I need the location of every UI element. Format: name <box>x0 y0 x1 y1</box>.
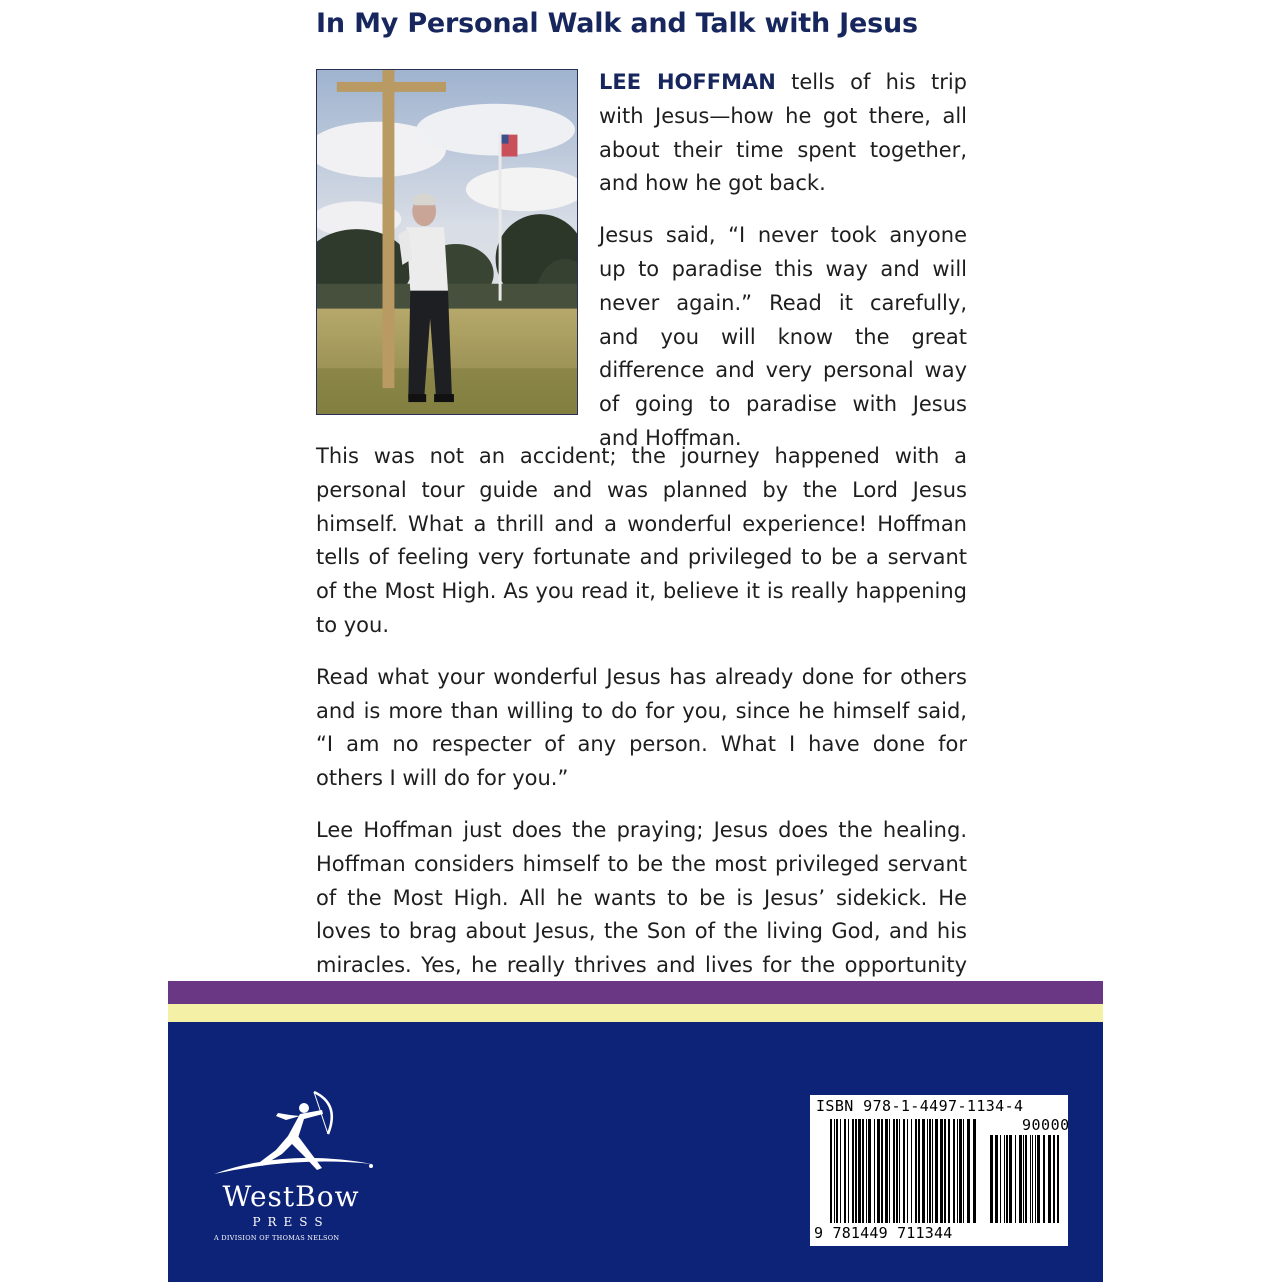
barcode-bar <box>948 1119 950 1223</box>
barcode-bar <box>918 1119 920 1223</box>
publisher-division: A DIVISION OF THOMAS NELSON <box>214 1234 340 1242</box>
description-body <box>316 440 967 1035</box>
publisher-name: WestBow <box>222 1180 360 1213</box>
barcode-bar <box>1015 1135 1016 1223</box>
barcode-bar <box>1006 1135 1008 1223</box>
barcode-bar <box>881 1119 883 1223</box>
barcode-bar <box>940 1119 943 1223</box>
barcode-bar <box>1019 1135 1022 1223</box>
barcode-bar <box>1035 1135 1036 1223</box>
barcode-bar <box>885 1119 888 1223</box>
barcode-bar <box>973 1119 976 1223</box>
barcode-bar <box>1037 1135 1040 1223</box>
barcode-bar <box>1025 1135 1027 1223</box>
barcode-bar <box>877 1119 880 1223</box>
praying-paragraph: Lee Hoffman just does the praying; Jesus does the healing. Hoffman considers himself to be the most privileged servant of the Most High. All he wants to be is Jesus’ sidekick. He loves to brag about Jesus, the Son of the living God, and his miracles. Yes, he really thrives and lives for the opportunity <box>316 817 967 978</box>
intro-column <box>599 66 967 474</box>
purple-stripe <box>168 981 1103 1004</box>
barcode-bar <box>852 1119 854 1223</box>
barcode-bar <box>834 1119 835 1223</box>
barcode-bar <box>953 1119 955 1223</box>
barcode-bar <box>995 1135 998 1223</box>
publisher-logo <box>206 1086 376 1256</box>
barcode-bar <box>959 1119 962 1223</box>
barcode-bar <box>899 1119 900 1223</box>
barcode-bar <box>1057 1135 1059 1223</box>
barcode-bar <box>932 1119 933 1223</box>
barcode-bar <box>889 1119 890 1223</box>
quote-paragraph: Jesus said, “I never took anyone up to paradise this way and will never again.” Read it carefully, and you will know the great difference and very personal way of going to paradise with Jesus and Hoffman. <box>599 223 967 450</box>
cream-stripe <box>168 1004 1103 1022</box>
journey-paragraph: This was not an accident; the journey happened with a personal tour guide and was planned by the Lord Jesus himself. What a thrill and a wonderful experience! Hoffman tells of feeling very fortunate and privileged to be a servant of the Most High. As you read it, believe it is really happening to you. <box>316 444 967 637</box>
barcode-bar <box>893 1119 895 1223</box>
barcode-bar <box>1032 1135 1033 1223</box>
barcode-bar <box>915 1119 917 1223</box>
isbn-barcode <box>810 1095 1068 1246</box>
price-code: 90000 <box>1022 1116 1070 1134</box>
barcode-bar <box>1023 1135 1024 1223</box>
barcode-bar <box>858 1119 861 1223</box>
author-photo <box>316 69 578 415</box>
barcode-bar <box>1030 1135 1031 1223</box>
barcode-bar <box>990 1135 993 1223</box>
barcode-bar <box>927 1119 928 1223</box>
author-name-lead: LEE HOFFMAN <box>599 70 776 94</box>
barcode-bar <box>840 1119 841 1223</box>
barcode-bar <box>929 1119 931 1223</box>
intro-paragraph <box>599 66 967 201</box>
barcode-bar <box>896 1119 898 1223</box>
barcode-bar <box>836 1119 838 1223</box>
barcode-bar <box>911 1119 912 1223</box>
barcode-bar <box>855 1119 857 1223</box>
barcode-bar <box>944 1119 946 1223</box>
barcode-bar <box>967 1119 970 1223</box>
author-photo-image <box>317 70 577 414</box>
barcode-bar <box>1053 1135 1055 1223</box>
barcode-bar <box>866 1119 867 1223</box>
barcode-digits: 9 781449 711344 <box>814 1224 953 1242</box>
barcode-bar <box>935 1119 938 1223</box>
barcode-bar <box>1004 1135 1005 1223</box>
intro-paragraph-text: tells of his trip with Jesus—how he got there, all about their time spent together, and how he got back. <box>599 70 968 196</box>
barcode-bar <box>922 1119 925 1223</box>
barcode-bar <box>830 1119 832 1223</box>
barcode-bar <box>848 1119 849 1223</box>
barcode-bar <box>1043 1135 1045 1223</box>
book-title: In My Personal Walk and Talk with Jesus <box>316 8 918 39</box>
barcode-bar <box>907 1119 908 1223</box>
barcode-bar <box>1000 1135 1001 1223</box>
barcode-bar <box>1009 1135 1012 1223</box>
read-paragraph: Read what your wonderful Jesus has already done for others and is more than willing to do for you, since he himself said, “I am no respecter of any person. What I have done for others I will do for you.” <box>316 664 967 791</box>
barcode-bar <box>844 1119 846 1223</box>
barcode-bar <box>862 1119 864 1223</box>
barcode-bar <box>903 1119 905 1223</box>
barcode-bar <box>963 1119 964 1223</box>
barcode-bar <box>957 1119 958 1223</box>
isbn-number: ISBN 978-1-4497-1134-4 <box>816 1097 1024 1115</box>
barcode-bar <box>1048 1135 1051 1223</box>
archer-icon <box>206 1086 376 1178</box>
barcode-bar <box>874 1119 875 1223</box>
barcode-bar <box>868 1119 871 1223</box>
publisher-imprint: PRESS <box>252 1215 330 1229</box>
